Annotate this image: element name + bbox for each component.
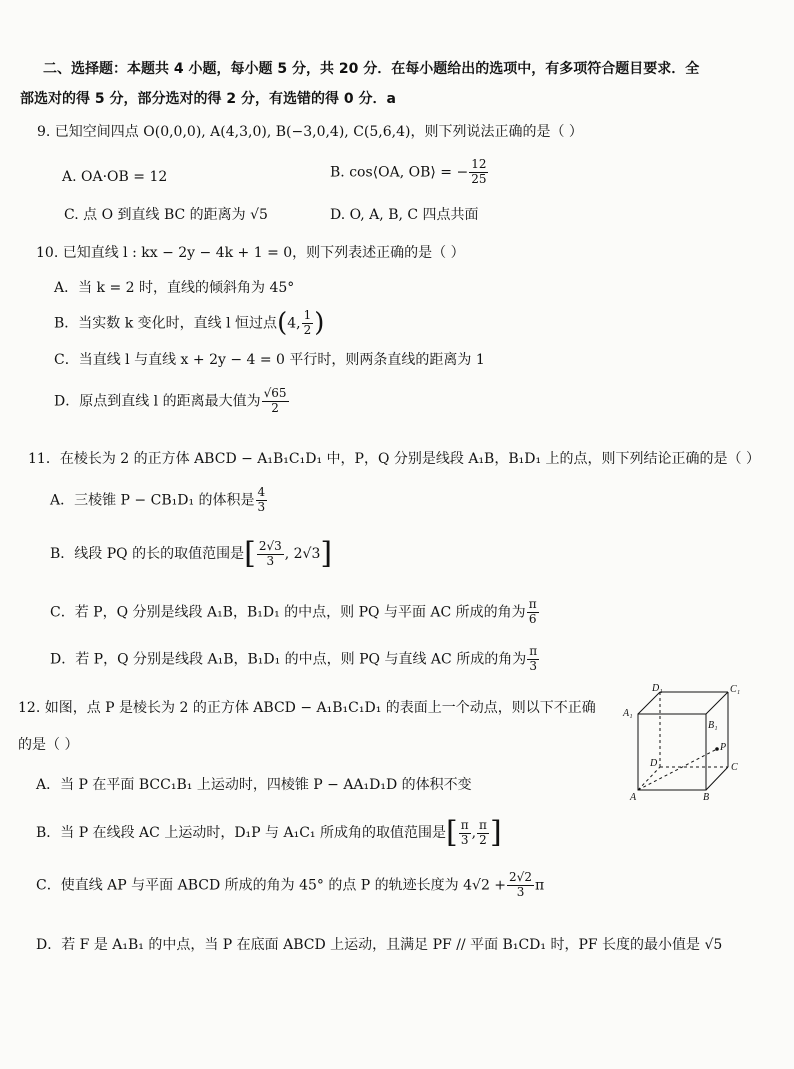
label-d1: D₁	[652, 683, 663, 694]
edge-bc	[706, 767, 728, 790]
q11-option-d: D．若 P，Q 分别是线段 A₁B，B₁D₁ 的中点，则 PQ 与直线 AC 所成的角为 $\frac{\pi}{3}$	[50, 644, 538, 673]
q11-stem: 11．在棱长为 2 的正方体 ABCD − A₁B₁C₁D₁ 中，P，Q 分别是线段 A₁B，B₁D₁ 上的点，则下列结论正确的是（ ）	[28, 451, 760, 467]
segment-ap	[638, 749, 717, 790]
label-p: P	[720, 742, 727, 753]
q12-stem-line1: 12. 如图，点 P 是棱长为 2 的正方体 ABCD − A₁B₁C₁D₁ 的表面上一个动点，则以下不正确	[18, 700, 596, 716]
q11-option-a: A．三棱锥 P − CB₁D₁ 的体积是 $\frac{4}{3}$	[50, 485, 266, 514]
q10-option-c: C．当直线 l 与直线 x + 2y − 4 = 0 平行时，则两条直线的距离为 1	[54, 352, 485, 368]
label-d: D	[650, 758, 658, 769]
q12-stem-line2: 的是（ ）	[18, 737, 79, 753]
q11-option-c: C．若 P，Q 分别是线段 A₁B，B₁D₁ 的中点，则 PQ 与平面 AC 所成的角为 $\frac{\pi}{6}$	[50, 597, 537, 626]
cube-figure	[620, 682, 750, 804]
q12-option-c: C．使直线 AP 与平面 ABCD 所成的角为 45° 的点 P 的轨迹长度为 4√2 + $\frac{2√2}{3}$ π	[36, 870, 545, 899]
label-a1: A₁	[623, 708, 633, 719]
label-a: A	[630, 792, 637, 803]
q9-stem: 9. 已知空间四点 O(0,0,0), A(4,3,0), B(−3,0,4), C(5,6,4)，则下列说法正确的是（ ）	[37, 124, 583, 140]
label-b1: B₁	[708, 720, 718, 731]
q12-option-d: D．若 F 是 A₁B₁ 的中点，当 P 在底面 ABCD 上运动，且满足 PF // 平面 B₁CD₁ 时，PF 长度的最小值是 √5	[36, 937, 723, 953]
q10-option-d: D．原点到直线 l 的距离最大值为 $\frac{√65}{2}$	[54, 386, 287, 415]
label-c: C	[731, 762, 738, 773]
label-b: B	[703, 792, 710, 803]
section-heading-line2: 部选对的得 5 分，部分选对的得 2 分，有选错的得 0 分．a	[20, 91, 396, 107]
q10-stem: 10. 已知直线 l : kx − 2y − 4k + 1 = 0，则下列表述正确的是（ ）	[36, 245, 465, 261]
section-heading-line1: 二、选择题：本题共 4 小题，每小题 5 分，共 20 分．在每小题给出的选项中，有多项符合题目要求．全	[43, 61, 700, 77]
edge-a1d1	[638, 692, 660, 714]
q9-option-c: C. 点 O 到直线 BC 的距离为 √5	[64, 207, 268, 223]
q10-option-b: B．当实数 k 变化时，直线 l 恒过点(4, $\frac{1}{2}$ )	[54, 308, 325, 338]
edge-ad-hidden	[638, 767, 660, 790]
q9-option-d: D. O, A, B, C 四点共面	[330, 207, 479, 223]
front-face	[638, 714, 706, 790]
q12-option-a: A．当 P 在平面 BCC₁B₁ 上运动时，四棱锥 P − AA₁D₁D 的体积不变	[36, 777, 472, 793]
label-c1: C₁	[730, 684, 741, 695]
q12-option-b: B．当 P 在线段 AC 上运动时，D₁P 与 A₁C₁ 所成角的取值范围是[ $\frac{\pi}{3}$ , $\frac{\pi}{2}$ ]	[36, 815, 502, 850]
q9-option-a: A. OA·OB = 12	[62, 169, 168, 185]
q10-option-a: A．当 k = 2 时，直线的倾斜角为 45°	[54, 280, 295, 296]
edge-b1c1	[706, 692, 728, 714]
q11-option-b: B．线段 PQ 的长的取值范围是[ $\frac{2√3}{3}$ , 2√3]	[50, 536, 333, 571]
point-p	[715, 747, 719, 751]
q9-option-b: B. cos⟨OA, OB⟩ = − $\frac{12}{25}$	[330, 157, 487, 186]
